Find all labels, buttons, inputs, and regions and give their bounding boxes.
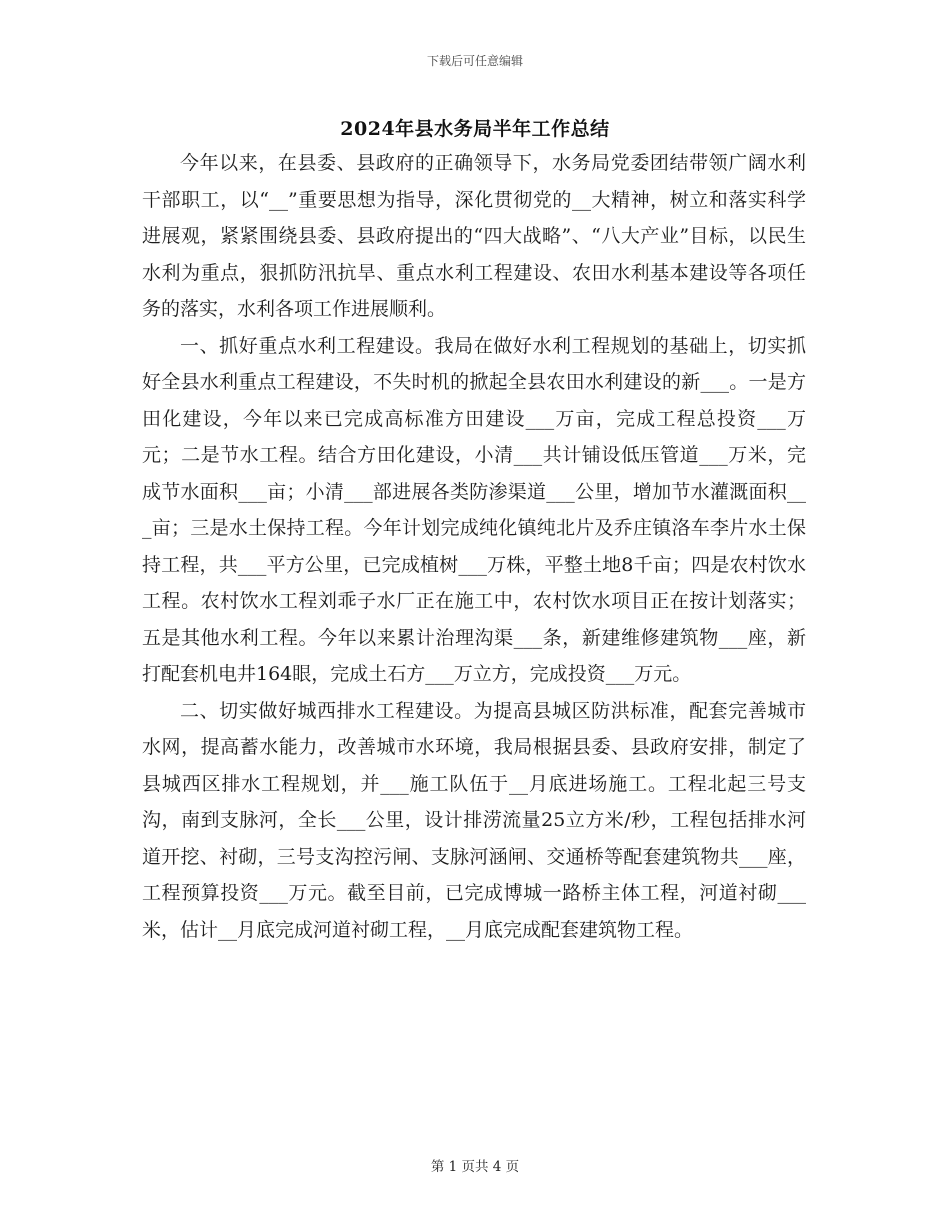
document-body bbox=[142, 145, 806, 948]
page-header-note: 下载后可任意编辑 bbox=[426, 54, 523, 68]
paragraph-section-1: 一、抓好重点水利工程建设。我局在做好水利工程规划的基础上，切实抓好全县水利重点工程建设，不失时机的掀起全县农田水利建设的新___。一是方田化建设，今年以来已完成高标准方田建设___万亩，完成工程总投资___万元；二是节水工程。结合方田化建设，小清___共计铺设低压管道___万米，完成节水面积___亩；小清___部进展各类防渗渠道___公里，增加节水灌溉面积___亩；三是水土保持工程。今年计划完成纯化镇纯北片及乔庄镇洛车李片水土保持工程，共___平方公里，已完成植树___万株，平整土地8千亩；四是农村饮水工程。农村饮水工程刘乖子水厂正在施工中，农村饮水项目正在按计划落实；五是其他水利工程。今年以来累计治理沟渠___条，新建维修建筑物___座，新打配套机电井164眼，完成土石方___万立方，完成投资___万元。 bbox=[142, 334, 806, 685]
paragraph-intro: 今年以来，在县委、县政府的正确领导下，水务局党委团结带领广阔水利干部职工，以“__”重要思想为指导，深化贯彻党的__大精神，树立和落实科学进展观，紧紧围绕县委、县政府提出的“四大战略”、“八大产业”目标，以民生水利为重点，狠抓防汛抗旱、重点水利工程建设、农田水利基本建设等各项任务的落实，水利各项工作进展顺利。 bbox=[142, 152, 806, 320]
page-number: 第 1 页共 4 页 bbox=[430, 1159, 520, 1175]
document-title: 2024年县水务局半年工作总结 bbox=[340, 118, 610, 140]
paragraph-section-2: 二、切实做好城西排水工程建设。为提高县城区防洪标准，配套完善城市水网，提高蓄水能力，改善城市水环境，我局根据县委、县政府安排，制定了县城西区排水工程规划，并___施工队伍于__月底进场施工。工程北起三号支沟，南到支脉河，全长___公里，设计排涝流量25立方米/秒，工程包括排水河道开挖、衬砌，三号支沟控污闸、支脉河涵闸、交通桥等配套建筑物共___座，工程预算投资___万元。截至目前，已完成博城一路桥主体工程，河道衬砌___米，估计__月底完成河道衬砌工程，__月底完成配套建筑物工程。 bbox=[142, 699, 806, 941]
